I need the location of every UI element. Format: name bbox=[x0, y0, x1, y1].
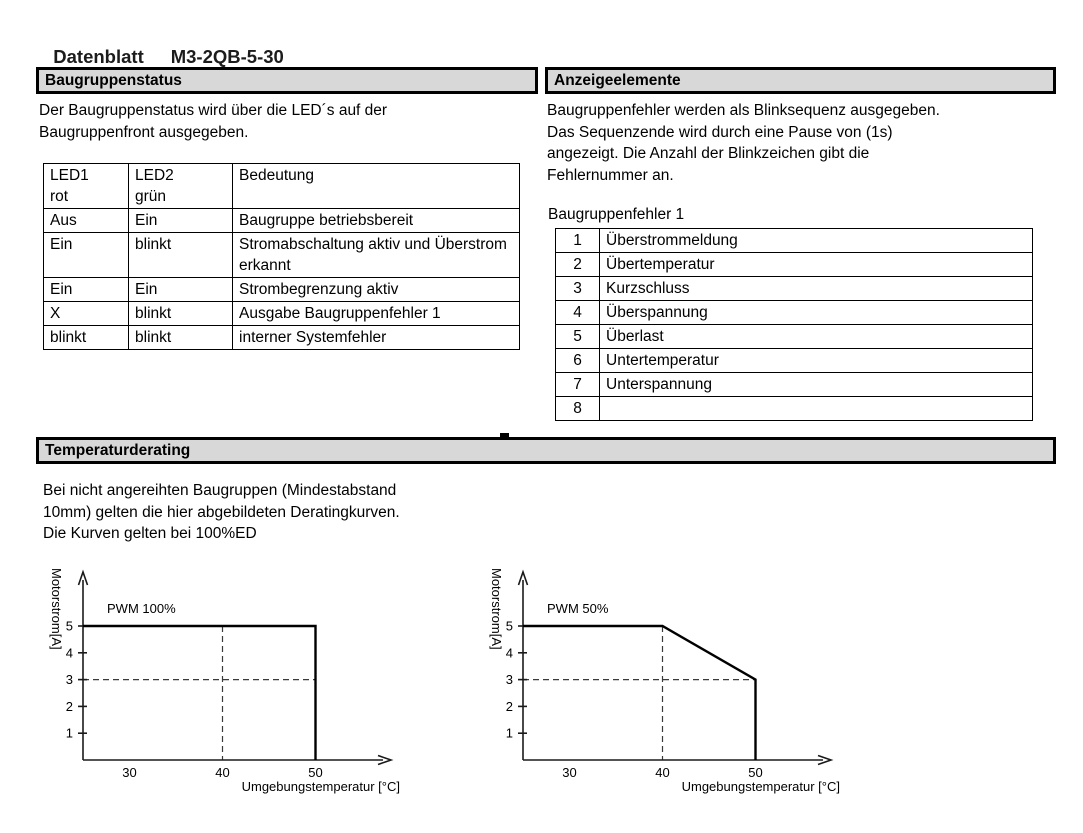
table-cell: blinkt bbox=[129, 326, 233, 350]
derating-curve bbox=[523, 626, 756, 760]
section-header-baugruppenstatus: Baugruppenstatus bbox=[36, 67, 538, 94]
x-tick-label: 30 bbox=[122, 765, 137, 780]
table-cell: 6 bbox=[556, 349, 600, 373]
table-cell: Überstrommeldung bbox=[600, 229, 1033, 253]
table-row bbox=[556, 373, 1033, 397]
table-cell: blinkt bbox=[44, 326, 129, 350]
baugruppenstatus-intro bbox=[39, 100, 387, 143]
curve-title: PWM 50% bbox=[547, 601, 609, 616]
table-cell: blinkt bbox=[129, 233, 233, 278]
table-row bbox=[556, 253, 1033, 277]
y-tick-label: 1 bbox=[65, 725, 73, 741]
error-table-caption: Baugruppenfehler 1 bbox=[548, 206, 685, 223]
col-header-line: LED1 bbox=[50, 167, 89, 184]
y-tick-label: 4 bbox=[65, 645, 73, 661]
table-cell bbox=[44, 164, 129, 209]
x-axis-label: Umgebungstemperatur [°C] bbox=[681, 779, 840, 794]
intro-line: Baugruppenfehler werden als Blinksequenz ausgegeben. bbox=[547, 102, 940, 119]
table-cell: Ein bbox=[44, 278, 129, 302]
table-cell: Überlast bbox=[600, 325, 1033, 349]
intro-line: Die Kurven gelten bei 100%ED bbox=[43, 525, 257, 542]
derating-chart-pwm50 bbox=[468, 560, 908, 826]
section-header-temperaturderating: Temperaturderating bbox=[36, 437, 1056, 464]
temperaturderating-intro bbox=[43, 480, 400, 545]
y-tick-label: 2 bbox=[65, 698, 73, 714]
page-title-label: Datenblatt bbox=[53, 46, 144, 67]
table-row bbox=[44, 209, 520, 233]
page-title bbox=[43, 24, 284, 68]
table-cell: 2 bbox=[556, 253, 600, 277]
chart-canvas bbox=[28, 560, 468, 826]
x-tick-label: 40 bbox=[655, 765, 670, 780]
col-header-line: rot bbox=[50, 188, 69, 205]
table-cell: Baugruppe betriebsbereit bbox=[233, 209, 520, 233]
y-tick-label: 5 bbox=[505, 618, 513, 634]
page-title-model: M3-2QB-5-30 bbox=[170, 46, 284, 67]
anzeigeelemente-intro bbox=[547, 100, 940, 186]
table-cell: 5 bbox=[556, 325, 600, 349]
table-cell: Ausgabe Baugruppenfehler 1 bbox=[233, 302, 520, 326]
table-cell: Ein bbox=[129, 278, 233, 302]
table-row bbox=[556, 229, 1033, 253]
y-tick-label: 5 bbox=[65, 618, 73, 634]
intro-line: Fehlernummer an. bbox=[547, 166, 674, 184]
intro-line: angezeigt. Die Anzahl der Blinkzeichen gibt die bbox=[547, 145, 870, 162]
col-header-line: LED2 bbox=[135, 167, 174, 184]
table-row bbox=[44, 326, 520, 350]
table-row bbox=[556, 325, 1033, 349]
x-tick-label: 50 bbox=[748, 765, 763, 780]
col-header-line: grün bbox=[135, 188, 167, 205]
section-header-anzeigeelemente: Anzeigeelemente bbox=[545, 67, 1056, 94]
table-row bbox=[556, 277, 1033, 301]
table-cell: Überspannung bbox=[600, 301, 1033, 325]
intro-line: Bei nicht angereihten Baugruppen (Mindestabstand bbox=[43, 482, 397, 499]
led-status-table bbox=[43, 163, 520, 350]
y-tick-label: 3 bbox=[65, 672, 73, 688]
table-row bbox=[44, 278, 520, 302]
table-cell: blinkt bbox=[129, 302, 233, 326]
table-cell: Ein bbox=[129, 209, 233, 233]
y-axis-label: Motorstrom[A] bbox=[49, 568, 64, 650]
table-cell bbox=[129, 164, 233, 209]
table-row bbox=[556, 349, 1033, 373]
chart-canvas bbox=[468, 560, 908, 826]
table-cell: interner Systemfehler bbox=[233, 326, 520, 350]
table-row bbox=[44, 233, 520, 278]
x-tick-label: 30 bbox=[562, 765, 577, 780]
table-cell: Untertemperatur bbox=[600, 349, 1033, 373]
derating-chart-pwm100 bbox=[28, 560, 468, 826]
table-cell: 8 bbox=[556, 397, 600, 421]
table-cell: Kurzschluss bbox=[600, 277, 1033, 301]
intro-line: 10mm) gelten die hier abgebildeten Deratingkurven. bbox=[43, 503, 400, 521]
table-row bbox=[44, 302, 520, 326]
col-header-line: Bedeutung bbox=[239, 167, 314, 184]
table-cell: Strombegrenzung aktiv bbox=[233, 278, 520, 302]
table-row bbox=[556, 397, 1033, 421]
derating-curve bbox=[83, 626, 316, 760]
table-cell: Übertemperatur bbox=[600, 253, 1033, 277]
x-axis-label: Umgebungstemperatur [°C] bbox=[241, 779, 400, 794]
table-cell: Stromabschaltung aktiv und Überstrom erkannt bbox=[233, 233, 520, 278]
table-cell: X bbox=[44, 302, 129, 326]
intro-line: Der Baugruppenstatus wird über die LED´s auf der bbox=[39, 102, 388, 119]
curve-title: PWM 100% bbox=[107, 601, 176, 616]
table-cell: 3 bbox=[556, 277, 600, 301]
y-tick-label: 1 bbox=[505, 725, 513, 741]
error-code-table bbox=[555, 228, 1033, 421]
x-tick-label: 40 bbox=[215, 765, 230, 780]
intro-line: Das Sequenzende wird durch eine Pause von (1s) bbox=[547, 123, 893, 141]
table-cell bbox=[233, 164, 520, 209]
x-tick-label: 50 bbox=[308, 765, 323, 780]
table-cell: Aus bbox=[44, 209, 129, 233]
table-row bbox=[556, 301, 1033, 325]
table-cell: Unterspannung bbox=[600, 373, 1033, 397]
y-tick-label: 4 bbox=[505, 645, 513, 661]
table-cell: 4 bbox=[556, 301, 600, 325]
y-tick-label: 3 bbox=[505, 672, 513, 688]
led-table-header-row bbox=[44, 164, 520, 209]
y-axis-label: Motorstrom[A] bbox=[489, 568, 504, 650]
table-cell: Ein bbox=[44, 233, 129, 278]
table-cell: 1 bbox=[556, 229, 600, 253]
table-cell: 7 bbox=[556, 373, 600, 397]
y-tick-label: 2 bbox=[505, 698, 513, 714]
intro-line: Baugruppenfront ausgegeben. bbox=[39, 123, 249, 141]
table-cell bbox=[600, 397, 1033, 421]
